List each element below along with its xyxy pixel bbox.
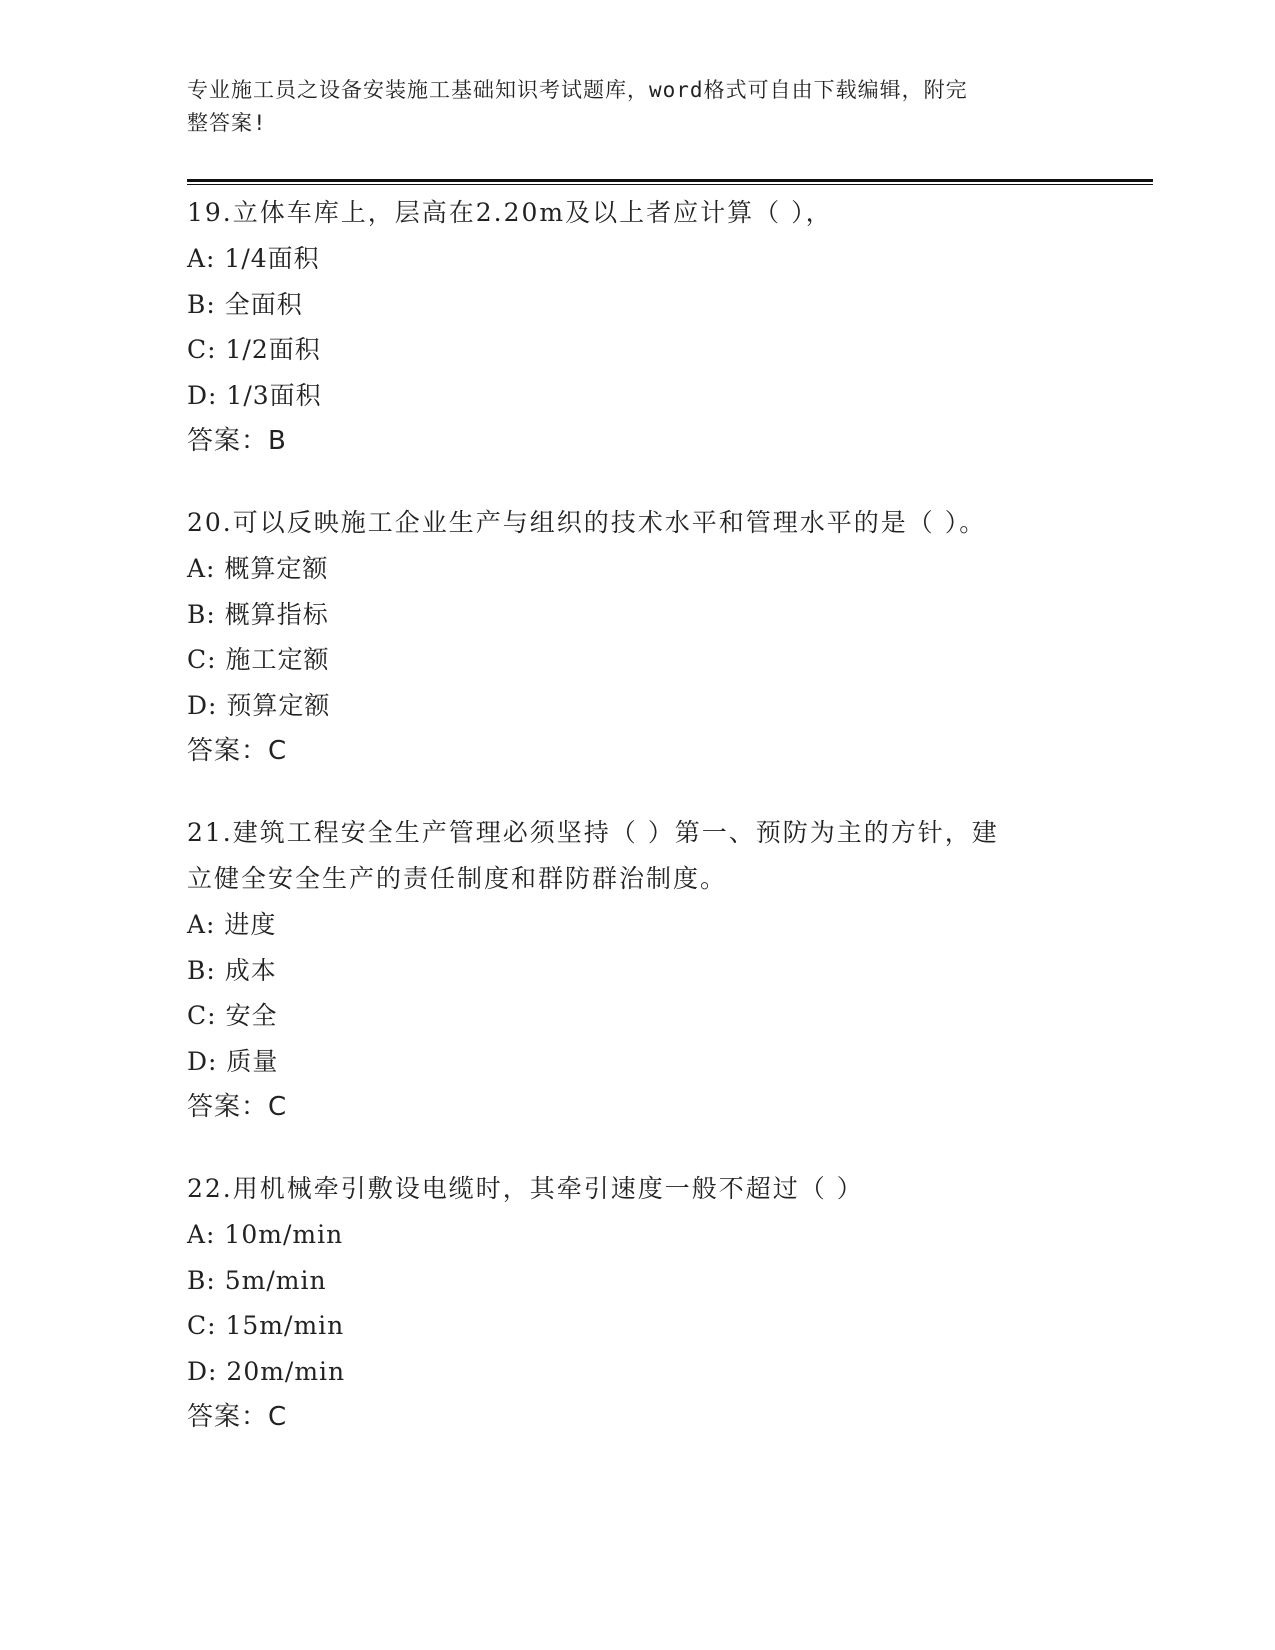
header-line-1: 专业施工员之设备安装施工基础知识考试题库，word格式可自由下载编辑，附完 — [187, 78, 968, 102]
option-d: D: 质量 — [187, 1046, 279, 1076]
answer-label: 答案：B — [187, 426, 287, 456]
option-d: D: 预算定额 — [187, 690, 331, 720]
question-text: 20.可以反映施工企业生产与组织的技术水平和管理水平的是（ ）。 — [187, 508, 987, 537]
question-20 — [187, 500, 1087, 774]
question-text-line-1: 21.建筑工程安全生产管理必须坚持（ ）第一、预防为主的方针，建 — [187, 818, 999, 847]
option-b: B: 成本 — [187, 955, 277, 985]
answer-label: 答案：C — [187, 1402, 288, 1432]
option-b: B: 5m/min — [187, 1265, 327, 1295]
option-d: D: 1/3面积 — [187, 380, 322, 410]
option-c: C: 施工定额 — [187, 645, 330, 674]
question-text: 22.用机械牵引敷设电缆时，其牵引速度一般不超过（ ） — [187, 1174, 864, 1203]
header-line-2: 整答案! — [187, 111, 267, 135]
option-b: B: 全面积 — [187, 289, 303, 319]
question-list — [187, 190, 1087, 1476]
option-a: A: 概算定额 — [187, 554, 329, 583]
question-21 — [187, 810, 1087, 1130]
option-d: D: 20m/min — [187, 1356, 346, 1386]
question-19 — [187, 190, 1087, 464]
header-divider-thin — [187, 184, 1153, 185]
question-text-line-2: 立健全安全生产的责任制度和群防群治制度。 — [187, 864, 728, 893]
option-c: C: 安全 — [187, 1001, 278, 1030]
answer-label: 答案：C — [187, 736, 288, 766]
option-c: C: 1/2面积 — [187, 335, 321, 364]
question-text: 19.立体车库上，层高在2.20m及以上者应计算（ ）， — [187, 198, 833, 227]
header-divider-thick — [187, 179, 1153, 182]
option-b: B: 概算指标 — [187, 599, 329, 629]
answer-label: 答案：C — [187, 1092, 288, 1122]
option-a: A: 进度 — [187, 910, 277, 939]
option-a: A: 1/4面积 — [187, 244, 320, 273]
option-a: A: 10m/min — [187, 1220, 344, 1249]
question-22 — [187, 1166, 1087, 1440]
option-c: C: 15m/min — [187, 1311, 345, 1340]
document-header — [187, 74, 1067, 140]
